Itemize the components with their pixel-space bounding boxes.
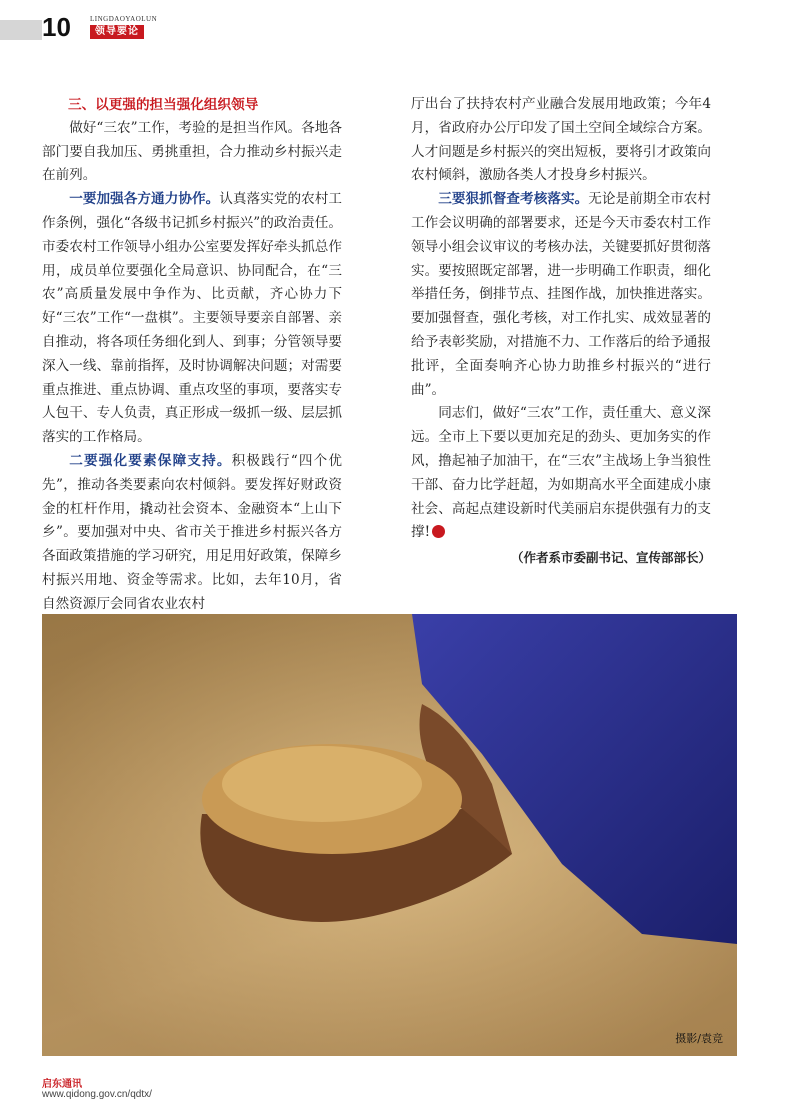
paragraph-3-body: 无论是前期全市农村工作会议明确的部署要求，还是今天市委农村工作领导小组会议审议的考核办法，关键要抓好贯彻落实。要按照既定部署，进一步明确工作职责，细化举措任务，倒排节点、挂图作战，加快推进落实。要加强督查，强化考核，对工作扎实、成效显著的给予表彰奖励，对措施不力、工作落后的给予通报批评，全面奏响齐心协力助推乡村振兴的“进行曲”。 (411, 191, 712, 398)
closing-paragraph (411, 402, 711, 545)
photo-credit: 摄影/袁竞 (675, 1032, 723, 1045)
paragraph-2-lead: 二要强化要素保障支持。 (69, 452, 232, 469)
article-column-right (411, 93, 711, 570)
magazine-title-badge: 领导要论 (90, 25, 144, 39)
page-number: 10 (42, 12, 71, 42)
closing-text: 同志们，做好“三农”工作，责任重大、意义深远。全市上下要以更加充足的劲头、更加务实的作风，撸起袖子加油干，在“三农”主战场上争当狼性干部、奋力比学赶超，为如期高水平全面建成小康社会、高起点建设新时代美丽启东提供强有力的支撑! (411, 405, 711, 541)
intro-paragraph: 做好“三农”工作，考验的是担当作风。各地各部门要自我加压、勇挑重担，合力推动乡村振兴走在前列。 (42, 119, 342, 184)
section-heading: 三、以更强的担当强化组织领导 (68, 97, 259, 112)
header-gray-bar (0, 20, 42, 40)
paragraph-3-lead: 三要狠抓督查考核落实。 (438, 191, 589, 208)
author-byline: （作者系市委副书记、宣传部部长） (510, 550, 711, 566)
grain-heap-highlight (222, 746, 422, 822)
article-column-left (42, 93, 342, 617)
paragraph-2-body-continued: 厅出台了扶持农村产业融合发展用地政策；今年4月，省政府办公厅印发了国土空间全域综合方案。人才问题是乡村振兴的突出短板，要将引才政策向农村倾斜，激励各类人才投身乡村振兴。 (411, 96, 711, 184)
paragraph-2-body: 积极践行“四个优先”，推动各类要素向农村倾斜。要发挥好财政资金的杠杆作用，撬动社会资本、金融资本“上山下乡”。要加强对中央、省市关于推进乡村振兴各方各面政策措施的学习研究，用足用好政策，保障乡村振兴用地、资金等需求。比如，去年10月，省自然资源厅会同省农业农村 (42, 452, 342, 612)
paragraph-1-body: 认真落实党的农村工作条例，强化“各级书记抓乡村振兴”的政治责任。市委农村工作领导小组办公室要发挥好牵头抓总作用，成员单位要强化全局意识、协同配合，在“三农”高质量发展中争作为、比贡献，齐心协力下好“三农”工作“一盘棋”。主要领导要亲自部署、亲自推动，将各项任务细化到人、到事；分管领导要深入一线、靠前指挥，及时协调解决问题；对需要重点推进、重点协调、重点攻坚的事项，要落实专人包干、专人负责，真正形成一级抓一级、层层抓落实的工作格局。 (42, 191, 343, 446)
paragraph-1 (42, 188, 342, 450)
magazine-pinyin: LINGDAOYAOLUN (90, 15, 158, 23)
paragraph-2 (42, 450, 342, 617)
photo-illustration (42, 614, 737, 1056)
paragraph-2-continued (411, 93, 711, 188)
grain-in-hands-photo (42, 614, 737, 1056)
paragraph-1-lead: 一要加强各方通力协作。 (69, 191, 220, 208)
end-mark-icon (432, 525, 445, 538)
footer-publication-name: 启东通讯 (42, 1079, 82, 1090)
footer-url-link[interactable]: www.qidong.gov.cn/qdtx/ (42, 1089, 152, 1100)
paragraph-3 (411, 188, 711, 402)
